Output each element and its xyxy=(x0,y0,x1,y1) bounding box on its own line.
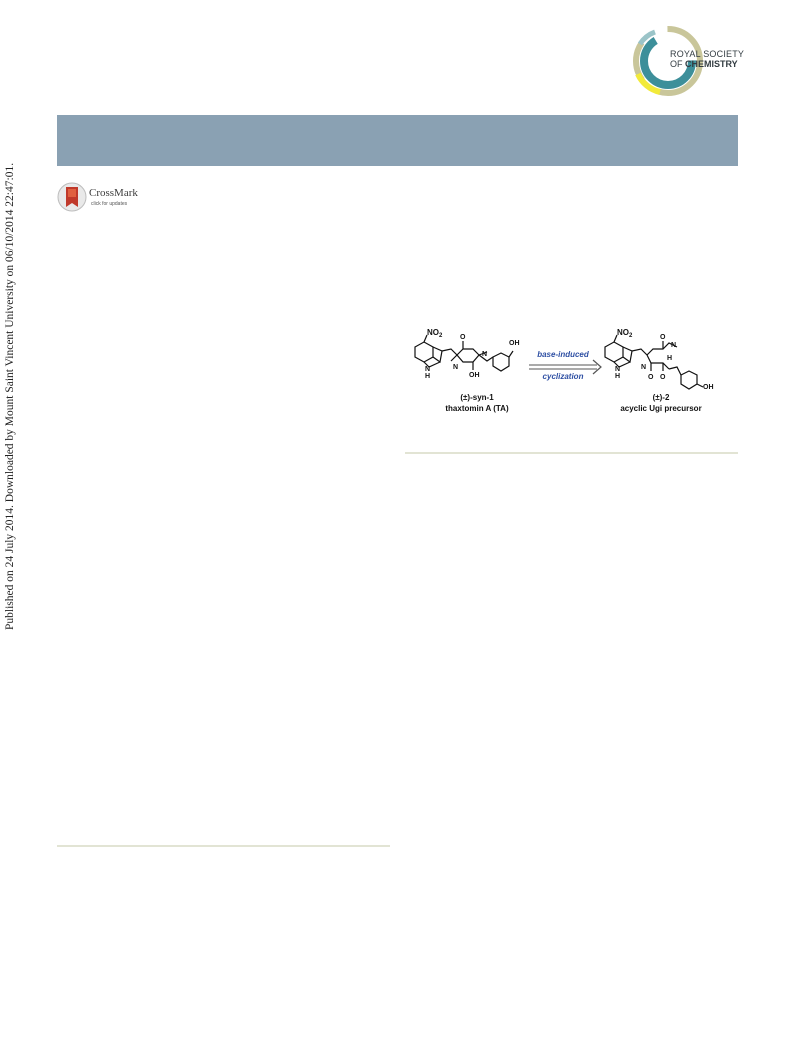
divider-right xyxy=(405,452,738,454)
right-h-label: H xyxy=(667,355,673,362)
crossmark-badge[interactable] xyxy=(57,181,157,217)
reaction-scheme xyxy=(405,325,738,425)
left-nh-h: H xyxy=(425,373,431,380)
divider-left xyxy=(57,845,390,847)
left-oh-label: OH xyxy=(509,340,520,347)
crossmark-title: CrossMark xyxy=(89,187,138,199)
right-o2-label: O xyxy=(648,374,654,381)
right-compound-caption: acyclic Ugi precursor xyxy=(620,404,702,413)
right-no2-label: $NO_2$ xyxy=(617,328,633,339)
title-banner xyxy=(57,115,738,166)
rsc-logo-text xyxy=(670,50,744,69)
left-compound-caption: thaxtomin A (TA) xyxy=(445,404,509,413)
right-oh-label: OH xyxy=(703,384,714,391)
left-o-label: O xyxy=(460,334,466,341)
left-n1-label: N xyxy=(482,351,488,358)
logo-line-2: OF CHEMISTRY xyxy=(670,59,738,69)
arrow-label-top: base-induced xyxy=(537,350,589,359)
crossmark-subtitle: click for updates xyxy=(91,201,128,207)
logo-line-1: ROYAL SOCIETY xyxy=(670,49,745,59)
right-compound-name: (±)-2 xyxy=(652,393,670,402)
right-nh-h: H xyxy=(615,373,621,380)
crossmark-icon xyxy=(57,181,87,213)
right-structure xyxy=(605,335,703,389)
right-o1-label: O xyxy=(660,334,666,341)
left-compound-name: (±)-syn-1 xyxy=(460,393,494,402)
right-n2-label: N xyxy=(641,364,647,371)
left-n2-label: N xyxy=(453,364,459,371)
left-nh-n: N xyxy=(425,366,431,373)
right-o3-label: O xyxy=(660,374,666,381)
left-no2-label: $NO_2$ xyxy=(427,328,443,339)
right-nh-n: N xyxy=(615,366,621,373)
publication-note: Published on 24 July 2014. Downloaded by Mount Saint Vincent University on 06/10/2014 22:47:01. xyxy=(4,162,16,630)
left-oh2-label: OH xyxy=(469,372,480,379)
arrow-label-bottom: cyclization xyxy=(542,372,584,381)
right-n1-label: N xyxy=(671,342,677,349)
